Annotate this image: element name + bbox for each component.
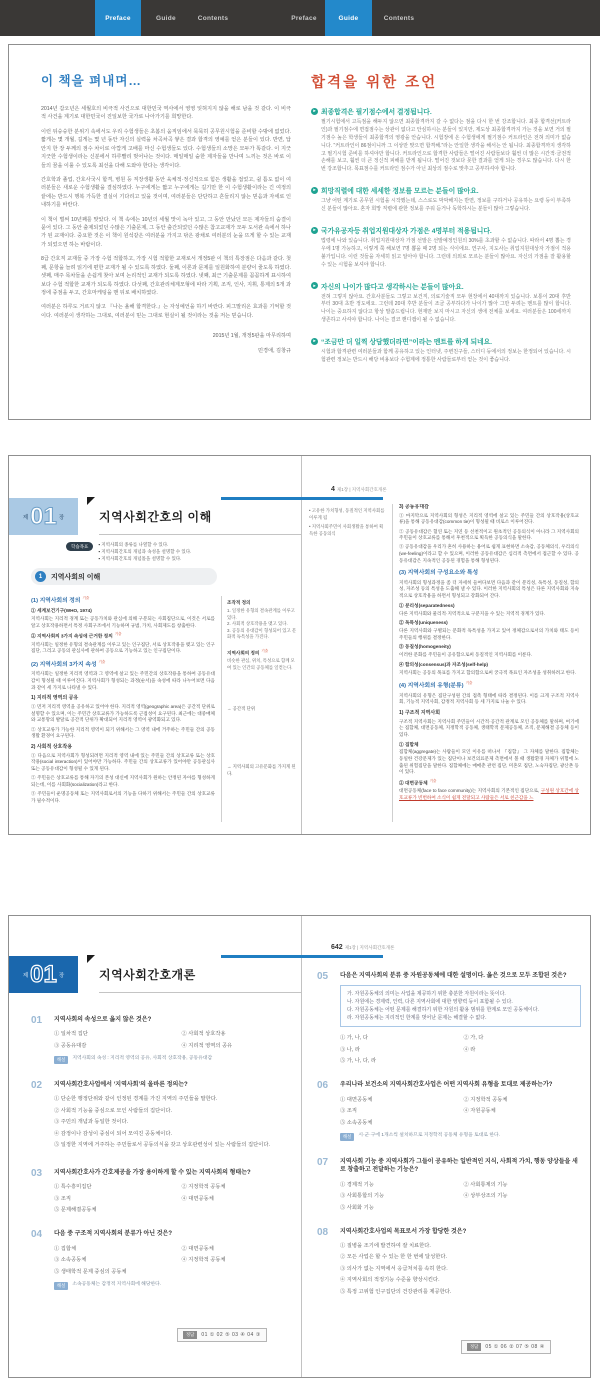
- types-intro: 지역사회의 유형은 집단구성원 간의 접촉 형태에 따라 결정된다. 이를 크게 구조적 지역사회, 기능적 지역사회, 감정적 지역사회 등 세 가지로 나눌 수 있다.: [399, 692, 579, 705]
- sign-authors: 민경애, 김창규: [258, 348, 291, 355]
- who-definition-head: ① 세계보건기구(WHO, 1974): [31, 608, 92, 614]
- corner-triangle-icon: [87, 497, 95, 505]
- option[interactable]: ③ 소속공동체: [54, 1257, 87, 1264]
- tab-preface-1[interactable]: Preface: [95, 0, 141, 36]
- option[interactable]: ① 질병을 조기에 발견하여 잘 치료한다.: [340, 1242, 431, 1249]
- paragraph: 2014년 갑오년은 세월호의 비극적 사건으로 대한민국 역사에서 영영 잊혀지지 않을 해로 남을 것 같다. 이 비극적 사건을 계기로 대한민국이 진일보한 국가로 나아가기를 희망한다.: [41, 106, 291, 121]
- question-text: 지역사회간호사가 간호제공을 가장 용이하게 할 수 있는 지역사회의 형태는?: [54, 1169, 251, 1176]
- question-text: 지역사회간호사업의 목표로서 가장 합당한 것은?: [340, 1228, 467, 1235]
- options: [54, 1182, 303, 1213]
- option[interactable]: ② 가, 다: [463, 1035, 484, 1042]
- chapter-tab: [9, 498, 78, 535]
- advice-body: 필기시험에서 고득점을 해두지 않으면 최종합격까지 갈 수 없다는 점을 다시 한 번 강조합니다. 최종 합격선(커트라인)과 필기점수에 면접점수는 상관이 없다고 안심하시는 분들이 있지만, 제도상 최종합격까지 가는 것을 보면 거의 필기점수 높은 학생들이 최종합격의 영광을 안습니다. 시험장에 온 수험생에게 필기점수 커트라인은 전혀 의미가 없습니다. “커트라인이 86점이니까 그 이상만 맞으면 합격해.”라는 안일한 생각을 해서는 안 됩니다. 최종합격까지 생각하고 필기시험 준비를 하셔야만 합니다. 커트라인으로 합격한 사람들은 떨어진 사람들보다 훨씬 더 많은 시간적·금전적 손해를 보고, 훨씬 더 큰 정신적 피해를 받게 됩니다. 떨어진 것보다 못한 결과를 얻게 되는 경우도 많습니다. 다시 한 번 강조합니다. 목표점수를 커트라인 점수가 아닌 최상의 점수로 맞추고 공부하셔야 합니다.: [321, 119, 571, 173]
- page-number: 4: [331, 486, 335, 493]
- heading-definition: (1) 지역사회의 정의: [31, 597, 81, 604]
- question-2: [31, 1081, 303, 1152]
- page-header-text: 제1장 | 지역사회간호개론: [336, 487, 387, 492]
- theory-right-main: [399, 504, 579, 824]
- option[interactable]: ① 집합체: [54, 1245, 77, 1252]
- page-number: 642: [331, 944, 343, 951]
- objectives-badge: 학습목표: [66, 542, 93, 551]
- margin-arrow-note: → 공간적 단위: [227, 705, 256, 711]
- margin-note-item: 1. 일정한 유형의 결속관계를 이루고 있다.: [227, 607, 295, 620]
- question-1: [31, 1016, 303, 1064]
- preface-column: [41, 71, 291, 354]
- answer-badge: 정답: [467, 1343, 481, 1351]
- question-number: 08: [317, 1226, 329, 1238]
- paragraph: 8급 간호직 교재들 중 가장 수험 적합하고, 가장 시험 적합한 교재로서 개정5판 이 책의 특장점은 다음과 같다. 첫째, 문항을 늘려 읽기에 편한 교재가 될 수 있도록 하였다. 둘째, 이론과 문제를 일원화하여 분량이 줄도록 하였다. 셋째, 매주 목차들을 손쉽게 찾아 보며 논리적인 교재가 되도록 하였다. 넷째, 최근 기출문제를 꼼꼼하게 표시하여 보다 수험 적합한 교재가 되도록 하였다. 다섯째, 간호관리체계모형에 따라 기획, 조직, 인사, 지휘, 통제의 5개 과정에 중점을 두고, 간호마케팅을 맨 뒤로 배치하였다.: [41, 256, 292, 297]
- section-number-badge: 1: [35, 571, 46, 582]
- theory-left-main: [31, 596, 215, 824]
- answer-box-right: [461, 1340, 551, 1354]
- option[interactable]: ⑤ 일정한 지역에 거주하는 주민들로서 공동의식을 갖고 상호관련성이 있는 사람들의 집단이다.: [54, 1142, 270, 1149]
- option[interactable]: ④ 지리적 영역의 공유: [181, 1042, 233, 1049]
- explanation-badge: 해설: [54, 1056, 68, 1064]
- question-4: [31, 1230, 303, 1289]
- accent-bar: [221, 955, 383, 958]
- sub-geographic: 1) 지리적 영역의 공유: [31, 695, 79, 702]
- sub-social-interaction: 2) 사회적 상호작용: [31, 743, 73, 750]
- option[interactable]: ② 대면공동체: [181, 1245, 214, 1252]
- top-nav-bar: [0, 0, 600, 36]
- options: [340, 1095, 581, 1126]
- question-number: 06: [317, 1080, 329, 1092]
- option[interactable]: ③ 조직: [54, 1195, 72, 1202]
- option[interactable]: ⑤ 소속공동체: [340, 1119, 373, 1126]
- option[interactable]: ③ 나, 라: [340, 1046, 360, 1053]
- chapter-number: 01: [30, 960, 57, 988]
- margin-divider-left: [221, 596, 222, 822]
- option[interactable]: ③ 조직: [340, 1108, 358, 1115]
- chapter-prefix: 제: [22, 514, 29, 521]
- question-text: 다음은 지역사회의 분류 중 자원공동체에 대한 설명이다. 옳은 것으로 모두 조합된 것은?: [340, 973, 567, 979]
- tab-guide-2[interactable]: Guide: [325, 0, 372, 36]
- advice-heading: 최종합격은 필기점수에서 결정됩니다.: [321, 109, 432, 116]
- margin-note-item: 3. 공동의 유대감이 형성되어 있고 문화적 독특성을 가진다.: [227, 627, 297, 640]
- attr-definition-body: 지역사회는 일정한 유형의 결속관계를 이루고 있는 인구집단, 서로 상호작용을 맺고 있는 인구집단, 그리고 공동의 관심사에 관하여 공동으로 기능하고 있는 인구집단이다.: [31, 641, 215, 654]
- advice-arrow-icon: [311, 338, 318, 345]
- answer-box-left: [177, 1328, 267, 1342]
- tab-preface-2[interactable]: Preface: [291, 14, 317, 22]
- theory-right-margin: [309, 508, 385, 540]
- option[interactable]: ② 사회적 기능을 중심으로 모인 사람들의 집단이다.: [54, 1107, 172, 1114]
- option[interactable]: ② 모든 사업은 할 수 있는 한 한 번에 달성한다.: [340, 1254, 447, 1261]
- option[interactable]: ⑤ 생태학적 문제 중심의 공동체: [54, 1268, 127, 1275]
- quiz-spread: [8, 915, 591, 1378]
- advice-item: [311, 336, 571, 365]
- box-line: 라. 자원공동체는 지리적인 한계를 벗어난 문제는 해결할 수 없다.: [347, 1015, 487, 1022]
- question-number: 02: [31, 1079, 43, 1091]
- geo-item-1: ① 먼저 지리적 영역을 공유하고 있어야 한다. 지리적 영역(geographic area)은 공간적 단위로 설명할 수 있으며, 이는 주민간 상호교류가 가능하도록 근접성이 요구된다. 최근에는 대중매체와 교통망의 발달로 공간적 단위가 확대되어 지리적 영역이 광역화되고 있다.: [31, 704, 215, 723]
- soc-item-3: ③ 주민들이 운명공동체 또는 지역사회로서의 기능을 다하기 위해서는 주민들 간의 상호교류가 필수적이다.: [31, 790, 215, 803]
- exam-marker: 기출: [98, 660, 106, 665]
- option[interactable]: ① 가, 나, 다: [340, 1035, 369, 1042]
- soc-item-2: ② 주민들은 상호교류를 통해 자기의 본성 대신에 지역사회가 원하는 안정된 자아를 형성하게 되는데, 이를 사회화(socialization)라고 한다.: [31, 775, 215, 787]
- margin-arrow-note: → 지역사회의 고유문화를 가지게 된다.: [227, 764, 296, 776]
- attributes-intro: 지역사회는 일정한 지리적 영역과 그 영역에 살고 있는 주민간의 상호작용을 통하여 공동유대감이 형성될 때 이루어진다. 지역사회가 형성되는 과정(순서)을 속성에 따라 나누어보면 다음과 같이 세 가지로 나타낼 수 있다.: [31, 671, 215, 690]
- option[interactable]: ⑤ 가, 나, 다, 라: [340, 1058, 377, 1065]
- face-community-head: ② 대면공동체: [399, 780, 428, 786]
- corner-triangle-icon: [87, 955, 95, 963]
- question-text: 지역사회간호사업에서 ‘지역사회’의 올바른 정의는?: [54, 1081, 188, 1088]
- quiz-left-column: [31, 1016, 303, 1307]
- paragraph: 여러분은 하루도 거르지 않고 『나는 올해 합격한다.』는 자성예언을 하기 바란다. 피그말리온 효과를 기억할 것이다. 여러분이 생각하는 그대로, 여러분이 믿는 그대로 현실이 될 것이라는 것을 저는 믿습니다.: [41, 304, 291, 319]
- option[interactable]: ④ 자원공동체: [463, 1108, 496, 1115]
- char-uniqueness-head: ② 독특성(uniqueness): [399, 620, 448, 626]
- advice-item: [311, 106, 571, 174]
- question-number: 05: [317, 971, 329, 982]
- attr-definition-head: ② 지역사회의 3가지 속성에 근거한 정의: [31, 634, 113, 639]
- advice-body: 전혀 그렇지 않아요. 간호사분들도 그렇고 보건직, 의료기술직 모두 현장에서 40대까지 있습니다. 보통이 20대 후반부터 30대 초반 정도에요. 그런데 20대 후반 분들이 조금 공부하다가 나이가 많아 그만 두려는 멘트를 많이 합니다. 나이는 중요하지 않다고 항상 말씀드립니다. 현재만 보지 마시고 자신의 생애 전체를 보세요. 여러분들은 100세까지 생존하고 사셔야 합니다. 나이는 결코 핸디캡이 될 수 없습니다.: [321, 293, 571, 324]
- preface-signature: [41, 332, 291, 354]
- aggregate-head: ① 집합체: [399, 741, 419, 747]
- chapter-title: 지역사회간호의 이해: [99, 510, 212, 524]
- option[interactable]: ④ 대면공동체: [181, 1195, 214, 1202]
- question-3: [31, 1169, 303, 1213]
- answer-text: 01 ① 02 ⑤ 03 ④ 04 ③: [201, 1332, 261, 1338]
- advice-body: 시험과 합격관련 여러분들과 함께 공유하고 있는 인터넷, 주변친구들, 스터디 등에서의 정보는 한정되어 있습니다. 시험관련 정보는 반드시 해당 비용보다 수험계에 정통한 사람들로부터 얻는 것이 좋습니다.: [321, 349, 571, 364]
- objective-item: ▪ 지역사회간호의 개념과 속성을 설명할 수 있다.: [98, 549, 191, 556]
- paragraph: 이런 뒤숭숭한 분위기 속에서도 우리 수험생들은 초봄의 움직임에서 묵묵히 공무원시험을 준비할 수밖에 없었다. 짧게는 몇 개월, 길게는 몇 년 동안 자신의 실력을 차곡차곡 쌓은 결과 합격의 영예를 얻은 분들이 있다. 반면, 답안지 한 장 두께의 점수 차이로 아깝게 고배를 마신 수험생들도 있다. 수험생들의 소망은 모두가 똑같다. 이 지긋지긋한 수험생이라는 신분에서 하루빨리 벗어나는 것이다. 매일매일 숱한 제자들을 만나며 느끼는 것은 바로 이들의 꿈을 이룰 수 있도록 최선을 다해 도와야 한다는 생각이다.: [41, 128, 291, 169]
- options: [54, 1029, 303, 1049]
- char-homogeneity-head: ③ 동질성(homogeneity): [399, 644, 451, 650]
- chapter-number: 01: [30, 502, 57, 530]
- preface-paragraphs: [41, 105, 291, 320]
- margin-bullets: [309, 508, 385, 537]
- char-consensus-head: ④ 합의성(consensus)과 자조성(self-help): [399, 661, 488, 667]
- option[interactable]: ⑤ 문제해결공동체: [54, 1207, 97, 1214]
- aggregate-body: 집합체(aggregate)는 사람들이 모인 이유를 떠나서 『집합』 그 자체를 말한다. 집합체는 동일한 건강문제가 있는 집단이나 보건의료문제 측면에서 볼 때 생활환경 자체가 위험에 노출된 위험집단을 말한다. 집합체에는 매매춘 관련 집단, 미혼모 집단, 노숙자집단, 광산촌 등이 있다.: [399, 749, 579, 775]
- advice-arrow-icon: [311, 108, 318, 115]
- advice-heading: 희망직렬에 대한 세세한 정보를 모르는 분들이 많아요.: [321, 188, 479, 196]
- option[interactable]: ③ 의사가 없는 지역에서 응급처치를 속히 한다.: [340, 1265, 448, 1272]
- explanation-badge: 해설: [54, 1282, 68, 1290]
- advice-item: [311, 225, 571, 270]
- option[interactable]: ④ 상부상조의 기능: [463, 1193, 508, 1200]
- page-gutter-divider: [301, 456, 302, 834]
- objective-item: ▪ 지역사회의 종류를 나열할 수 있다.: [98, 542, 191, 549]
- tie-item-1: ① 마지막으로 지역사회의 형성은 지리적 영역에 살고 있는 주민들 간의 상호작용(상호교류)을 통해 공동유대감(common tie)이 형성될 때 비로소 이루어진다.: [399, 512, 579, 525]
- char-uniqueness-body: 다른 지역사회와 구별되는 문화적 독특성을 가지고 있어 정체감으로서의 가치와 태도 등이 주민들의 행위를 결정한다.: [399, 627, 579, 640]
- advice-body: 법령에 나와 있습니다. 취업지원대상자 가점 선발은 선발예정인원의 30%를 초과할 수 없습니다. 따라서 4명 뽑는 경우에 1명 가능하고, 이렇게 쭉 해보면 7명 뽑을 때 2명 되는 식이에요. 연구사, 지도사는 취업지원대상자 가점이 적용불가입니다. 이런 것들을 자세히 읽고 알아야 합니다. 그런데 의외로 모르는 분들이 많아요. 자신의 가점을 잘 활용할 수 있는 시험을 보셔야 합니다.: [321, 238, 571, 268]
- soc-item-1: ① 다음으로 지역사회가 형성되려면 지리적 영역 내에 있는 주민들 간의 상호교류 또는 상호작용(social interaction)이 있어야만 가능하다. 주민들 간의 상호교류가 있어야만 공동관심사 또는 공동유대감이 형성될 수 있게 된다.: [31, 752, 215, 771]
- question-number: 04: [31, 1229, 43, 1241]
- exam-marker: 기출: [465, 681, 473, 686]
- option[interactable]: ③ 주민의 개념과 동일한 것이다.: [54, 1119, 129, 1126]
- structural-body: 구조적 지역사회는 지역사회 주민들이 시간적·공간적 관계로 모인 공동체를 말하며, 여기에는 집합체, 대면공동체, 지정학적 공동체, 생태학적 문제공동체, 조직, 문제해결 공동체 등이 있다.: [399, 718, 579, 737]
- option[interactable]: ③ 사회통합의 기능: [340, 1193, 385, 1200]
- chapter-prefix: 제: [22, 972, 29, 979]
- box-line: 다. 자원공동체는 어떤 문제를 해결하기 위한 자원의 활용 범위를 한계로 모인 공동체이다.: [347, 1007, 539, 1014]
- options: [340, 1241, 581, 1295]
- objective-item: ▪ 지역사회간호의 개념틀을 설명할 수 있다.: [98, 556, 191, 563]
- option[interactable]: ② 사회적 상호작용: [181, 1031, 226, 1038]
- explanation-badge: 해설: [340, 1133, 354, 1141]
- question-7: [317, 1158, 581, 1211]
- option[interactable]: ① 경제적 기능: [340, 1181, 374, 1188]
- theory-spread: [8, 455, 591, 835]
- learning-objectives: [66, 542, 191, 562]
- box-line: 가. 자원공동체의 의미는 사업을 제공하기 위한 충분한 자원이라는 뜻이다.: [347, 991, 506, 998]
- advice-column: [311, 71, 571, 376]
- question-number: 01: [31, 1015, 43, 1026]
- page-header: [331, 944, 394, 951]
- tab-contents-1[interactable]: Contents: [197, 14, 229, 22]
- options: [340, 1180, 581, 1211]
- question-8: [317, 1228, 581, 1299]
- explanation-text: 지역사회의 속성 : 지리적 영역의 공유, 사회적 상호작용, 공동유대감: [72, 1055, 213, 1061]
- question-text: 지역사회의 속성으로 옳지 않은 것은?: [54, 1017, 152, 1023]
- heading-types: (4) 지역사회의 유형(분류): [399, 683, 464, 690]
- tie-item-3: ③ 공동유대감을 우리가 흔히 사용하는 용어로 쉽게 표현하면 소속감, 공동체의식, 우리의식(we-feeling)이라고 할 수 있으며, 이러한 공동유대감은 심리적 측면에서 접근할 수 있다. 공동유대감은 지속적인 공동된 경험을 통해 형성된다.: [399, 544, 579, 563]
- char-separatedness-head: ① 분리성(separatedness): [399, 602, 455, 608]
- advice-title: 합격을 위한 조언: [311, 74, 438, 91]
- option[interactable]: ① 단순한 행정단위와 같이 인정된 경계를 가진 지역의 주민들을 말한다.: [54, 1096, 218, 1103]
- options: [340, 1033, 581, 1064]
- answer-badge: 정답: [183, 1331, 197, 1339]
- option[interactable]: ② 지정학적 공동체: [463, 1096, 508, 1103]
- sign-date: 2015년 1월, 개정5판을 마무리하며: [212, 333, 291, 340]
- heading-components: (3) 지역사회의 구성요소와 특성: [399, 570, 479, 577]
- advice-heading: 자신의 나이가 많다고 생각하시는 분들이 많아요.: [321, 283, 464, 291]
- preface-title: 이 책을 펴내며…: [41, 74, 142, 88]
- tab-contents-2[interactable]: Contents: [383, 14, 415, 22]
- face-community-body: 대면공동체(face to face community)는 지역사회의 기본적인 집단으로,: [399, 788, 541, 794]
- box-line: 나. 자원에는 경제력, 인력, 다른 지역사회에 대한 영향력 등이 포함될 수 있다.: [347, 999, 513, 1006]
- advice-heading: 국가유공자등 취업지원대상자 가점은 4명부터 적용됩니다.: [321, 228, 492, 236]
- who-definition-body: 지역사회는 지리적 경계 또는 공동가치와 관심에 의해 구분되는 사회집단으로, 이것은 서로를 알고 상호작용하면서 특정 사회구조에서 기능하며 규범, 가치, 사회제도를 창출한다.: [31, 616, 215, 628]
- face-community-highlight: 구성원 상호간에 상호교류가 빈번하여 소식이 쉽게 전달되고 사람들은 서로 친근감을 느: [399, 788, 579, 801]
- char-separatedness-body: 다른 지역사회와 물리적·지역적으로 구분지을 수 있는 지역적 경계가 있다.: [399, 610, 546, 616]
- option[interactable]: ④ 지정학적 공동체: [181, 1257, 226, 1264]
- explanation-text: 시·군·구에 1개소씩 설치하므로 지정학적 공동체 유형을 토대로 한다.: [358, 1132, 500, 1138]
- option[interactable]: ② 지정학적 공동체: [181, 1184, 226, 1191]
- geo-item-2: ② 상호교류가 가능한 지리적 영역이 되기 위해서는 그 영역 내에 거주하는 주민들 간의 공동생활 환경이 요구된다.: [31, 726, 215, 739]
- explanation-text: 소속공동체는 감정적 지역사회에 해당한다.: [72, 1281, 162, 1287]
- option[interactable]: ② 사회통제의 기능: [463, 1181, 508, 1188]
- option[interactable]: ④ 지역사회의 적정기능 수준을 향상시킨다.: [340, 1277, 440, 1284]
- question-text: 우리나라 보건소의 지역사회간호사업은 어떤 지역사회 유형을 토대로 제공하는가?: [340, 1082, 553, 1089]
- margin-note-head: 지역사회의 정의: [227, 650, 260, 656]
- components-intro: 지역사회의 형성과정을 좀 더 자세히 들여다보면 다음과 같이 분리성, 독특성, 동질성, 합의성, 자조성 등의 특성을 도출해 낼 수 있다. 이러한 지역사회의 특성은 다른 지역사회와 지속적으로 상호작용을 하면서 형성되고 강화되어 간다.: [399, 579, 579, 599]
- margin-divider-right: [392, 504, 393, 822]
- options: [54, 1094, 303, 1148]
- question-number: 03: [31, 1167, 43, 1179]
- advice-arrow-icon: [311, 187, 318, 194]
- margin-bullet-item: • 지역사회주민이 사회생활을 통하여 획득한 공동의식: [309, 524, 385, 537]
- exam-marker: 기출: [82, 596, 90, 600]
- question-number: 07: [317, 1156, 329, 1168]
- option[interactable]: ④ 감정이나 감성이 중심이 되어 모여진 공동체이다.: [54, 1130, 172, 1137]
- exam-marker: 기출: [429, 779, 437, 784]
- option[interactable]: ⑤ 특정 고위험 인구집단의 건강관리를 제공한다.: [340, 1288, 452, 1295]
- option[interactable]: ③ 공동유대감: [54, 1042, 87, 1049]
- option[interactable]: ① 대면공동체: [340, 1096, 373, 1103]
- paragraph: 간호학과 졸업, 간호사국시 합격, 병원 등 직장생활 동안 육체적·정신적으로 힘든 생활을 접었고, 쉴 틈도 없이 여러분들은 새로운 수험생활을 결심하였다. 누구에게는 짧고 누구에게는 길기만 한 이 수험생활이라는 긴 여정의 끝에는 반드시 행복 가득한 결실이 기다리고 있을 것이며, 여러분들은 단단하고 흔들리지 않는 믿음과 자세로 인내하기를 바란다.: [41, 176, 291, 209]
- option[interactable]: ① 특수흥미집단: [54, 1184, 92, 1191]
- margin-note-list: [227, 608, 297, 641]
- advice-items: [311, 106, 571, 365]
- chapter-tab: [9, 956, 78, 993]
- title-underline: [99, 534, 301, 535]
- margin-note-body: 비슷한 관심, 위치, 특성으로 함께 모여 있는 인간의 공동체를 일컫는다.: [227, 658, 295, 670]
- option[interactable]: ④ 라: [463, 1046, 476, 1053]
- advice-arrow-icon: [311, 282, 318, 289]
- accent-bar: [221, 497, 383, 500]
- chapter-title: 지역사회간호개론: [99, 968, 196, 982]
- tab-guide-1[interactable]: Guide: [156, 14, 176, 22]
- char-homogeneity-body: 이러한 문화를 주민들이 공유함으로써 동질적인 지역사회를 이룬다.: [399, 652, 533, 658]
- preface-spread: [8, 44, 591, 420]
- question-6: [317, 1081, 581, 1140]
- advice-body: 그냥 어떤 계기로 공무원 시험을 시작했는데, 스스로도 막막해지는 반면, 정보를 구하거나 공유하는 요령 등이 부족하신 분들이 많아요. 혼자 희망 직렬에 관한 정보를 주워 듣거나 독학하시는 분들이 많아 그렇습니다.: [321, 198, 571, 213]
- chapter-suffix: 장: [58, 514, 65, 521]
- tie-item-2: ② 공동유대감은 혈연 또는 지연 등 선천적이고 원초적인 공동의식이 아니라 그 지역사회의 주민들이 상호교류를 통해서 후천적으로 획득한 공동의식을 말한다.: [399, 528, 579, 541]
- question-item-box: [340, 985, 581, 1027]
- exam-marker: 기출: [114, 632, 122, 637]
- objectives-list: [98, 542, 191, 562]
- question-5: [317, 972, 581, 1064]
- theory-left-margin: [227, 600, 297, 777]
- sub-common-tie: 3) 공동유대감: [399, 504, 429, 510]
- question-text: 다음 중 구조적 지역사회의 분류가 아닌 것은?: [54, 1231, 172, 1238]
- option[interactable]: ⑤ 사회화 기능: [340, 1204, 374, 1211]
- margin-note-head: 조작적 정의: [227, 600, 251, 605]
- advice-arrow-icon: [311, 227, 318, 234]
- advice-item: [311, 281, 571, 326]
- section-title: 지역사회의 이해: [51, 573, 101, 581]
- advice-item: [311, 185, 571, 214]
- page-header: [331, 486, 387, 493]
- heading-attributes: (2) 지역사회의 3가지 속성: [31, 662, 97, 669]
- chapter-suffix: 장: [58, 972, 65, 979]
- margin-note-item: 2. 사회적 상호작용을 맺고 있다.: [227, 621, 288, 627]
- char-consensus-body: 지역사회는 공동의 목표를 가지고 합의함으로써 궁극적 목표인 자조성을 성취하려고 한다.: [399, 669, 576, 675]
- exam-marker: 기출: [261, 648, 269, 653]
- advice-heading: “조금만 더 일찍 상담했더라면”이라는 멘트를 하게 되네요.: [321, 339, 493, 347]
- margin-bullet-item: • 고유한 가치형성, 동질적인 지역사회를 이루게 됨: [309, 508, 385, 521]
- answer-text: 05 ① 06 ② 07 ⑤ 08 ④: [485, 1344, 545, 1350]
- options: [54, 1244, 303, 1275]
- paragraph: 이 책이 벌써 10년째를 맞았다. 이 책 속에는 10년의 세월 맛이 녹아 있고, 그 동안 만났던 모든 제자들의 숨결이 묻어 있다. 그 동안 출제되었던 수많은 기출문제, 그 동안 출간되었던 수많은 참고교재가 모두 도서관 속에서 하나가 된 교재이다. 중요한 것은 이 책이 원석같은 여러분을 가지고 닦은 광채로 여러분의 눈을 뜨게 할 수 있는 교재가 되었으면 하는 바람이다.: [41, 216, 292, 248]
- title-underline: [99, 992, 301, 993]
- sub-structural-community: 1) 구조적 지역사회: [399, 709, 441, 716]
- option[interactable]: ① 일차적 집단: [54, 1031, 88, 1038]
- page-header-text: 제1장 | 지역사회간호개론: [344, 945, 395, 950]
- quiz-right-column: [317, 972, 581, 1315]
- section-header: [31, 568, 217, 585]
- question-text: 지역사회 기능 중 지역사회가 그들이 공유하는 일반적인 지식, 사회적 가치, 행동 양상들을 새로 창출하고 전달하는 기능은?: [340, 1158, 578, 1174]
